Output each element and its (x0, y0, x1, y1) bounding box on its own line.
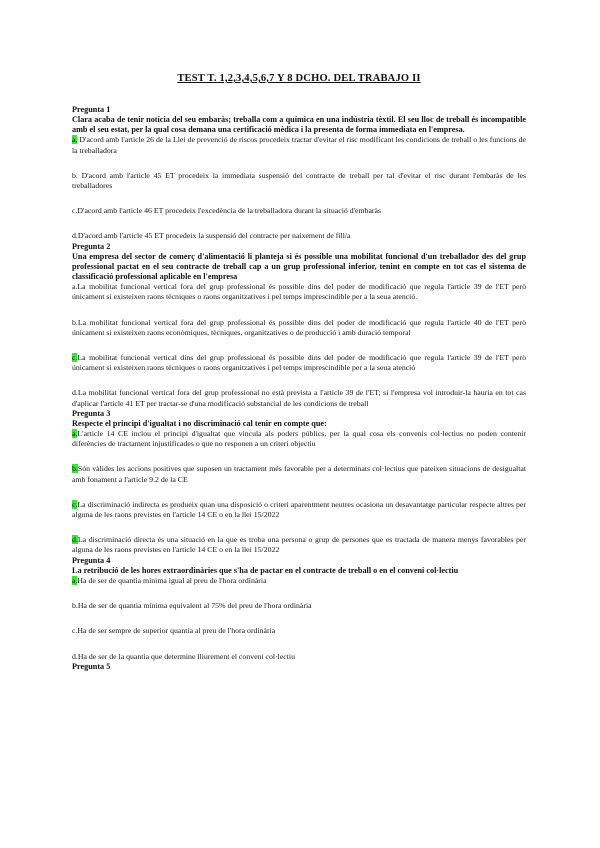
option-c (72, 500, 526, 520)
question-label: Pregunta 3 (72, 408, 111, 418)
option-text: La discriminació directa és una situació en la que es troba una persona o grup de persones que es tractada de manera menys favorables per alguna de les raons previstes en l'article 14 CE o en la llei 15/2022 (72, 535, 526, 555)
option-a (72, 429, 526, 449)
option-letter-highlighted: c. (72, 353, 78, 363)
option-b (72, 464, 526, 484)
question-text: La retribució de les hores extraordinàries que s'ha de pactar en el contracte de treball o en el conveni col·lectiu (72, 565, 459, 575)
option-text: D'acord amb l'article 45 ET procedeix la suspensió del contracte per naixement de fill/a (77, 231, 351, 241)
option-b (72, 601, 526, 611)
option-a (72, 576, 526, 586)
option-text: Ha de ser de la quantia que determine lliurement el conveni col·lectiu (77, 651, 295, 661)
option-letter-highlighted: c. (72, 499, 78, 509)
option-letter: a. (72, 282, 78, 292)
option-letter-highlighted: b. (72, 464, 78, 474)
option-b (72, 318, 526, 338)
option-text: Ha de ser de quantia mínima igual al preu de l'hora ordinària (77, 575, 267, 585)
document-page (72, 72, 526, 672)
question-2 (72, 242, 526, 409)
option-text: Ha de ser sempre de superior quantia al preu de l'hora ordinària (77, 626, 276, 636)
option-text: La mobilitat funcional vertical fora del grup professional és possible dins del poder de modificació que regula l'article 40 de l'ET però únicament si existeixen raons econòmiques, tècniques, organitzatives o de producció i amb duració temporal (72, 317, 526, 337)
question-text: Respecte el principi d'igualtat i no discriminació cal tenir en compte que: (72, 418, 327, 428)
option-c (72, 353, 526, 373)
option-text: Són vàlides les accions positives que suposen un tractament més favorable per a determinats col·lectius que pateixen situacions de desigualtat amb fonament a l'article 9.2 de la CE (72, 464, 526, 484)
option-text: D'acord amb l'article 46 ET procedeix l'excedència de la treballadora durant la situació d'embaràs (77, 206, 381, 216)
option-text: D'acord amb l'article 45 ET procedeix la immediata suspensió del contracte de treball per tal d'evitar el risc durant l'embaràs de les treballadores (72, 170, 526, 191)
option-text: L'article 14 CE inclou el principi d'igualtat que vincula als poders públics, per la qual cosa els convenis col·lectius no poden contenir diferències de tractament injustificades o que no responen a un criteri objectiu (72, 429, 526, 449)
question-label: Pregunta 5 (72, 661, 111, 671)
option-letter: b. (72, 601, 78, 611)
question-1 (72, 105, 526, 242)
option-letter: c. (72, 206, 78, 216)
option-letter-highlighted: a. (72, 135, 78, 145)
question-label: Pregunta 1 (72, 105, 111, 114)
question-5 (72, 662, 526, 672)
question-label: Pregunta 4 (72, 555, 111, 565)
option-b (72, 171, 526, 191)
question-text: Una empresa del sector de comerç d'alimentació li planteja si és possible una mobilitat funcional d'un treballador des del grup professional pactat en el seu contracte de treball cap a un grup professional inferior, tenint en compte en tot cas el sistema de classificació professional aplicable en l'empresa (72, 251, 526, 282)
question-3 (72, 409, 526, 556)
option-d (72, 535, 526, 555)
option-d (72, 231, 526, 241)
option-a (72, 135, 526, 155)
option-text: Ha de ser de quantia mínima equivalent al 75% del preu de l'hora ordinària (77, 601, 312, 611)
option-letter: d. (72, 651, 78, 661)
option-letter: b. (72, 317, 78, 327)
option-text: La mobilitat funcional vertical fora del grup professional no està prevista a l'article 39 de l'ET; si l'empresa vol introduir-la hauria en tot cas d'aplicar l'article 41 ET per tractar-se d'una modificació substancial de les condicions de treball (72, 388, 526, 408)
option-text: D'acord amb l'article 26 de la Llei de prevenció de riscos procedeix tractar d'evitar el risc modificant les condicions de treball o les funcions de la treballadora (72, 135, 526, 155)
option-text: La mobilitat funcional vertical fora del grup professional és possible dins del poder de modificació que regula l'article 39 de l'ET però únicament si existeixen raons tècniques o raons organitzatives i pel temps imprescindible per a la seua atenció. (72, 282, 526, 302)
question-text: Clara acaba de tenir notícia del seu embaràs; treballa com a química en una indústria tèxtil. El seu lloc de treball és incompatible amb el seu estat, per la qual cosa demana una certificació mèdica i la presenta de forma immediata en l'empresa. (72, 115, 526, 135)
option-letter: b. (72, 170, 78, 180)
option-letter-highlighted: d. (72, 535, 78, 545)
option-d (72, 388, 526, 408)
question-label: Pregunta 2 (72, 241, 111, 251)
option-text: La mobilitat funcional vertical dins del grup professional és possible dins del poder de modificació que regula l'article 39 de l'ET però únicament si existeixen raons tècniques o raons organitzatives i pel temps imprescindible per a la seua atenció (72, 353, 526, 373)
option-letter: d. (72, 388, 78, 398)
option-letter-highlighted: a. (72, 429, 78, 439)
option-c (72, 626, 526, 636)
document-title: TEST T. 1,2,3,4,5,6,7 Y 8 DCHO. DEL TRABAJO II (177, 73, 421, 84)
option-a (72, 282, 526, 302)
option-text: La discriminació indirecta es produeix quan una disposició o criteri aparentment neutres ocasiona un desavantatge particular respecte altres per alguna de les raons previstes en l'article 14 CE o en la llei 15/2022 (72, 499, 526, 520)
option-letter-highlighted: a. (72, 575, 78, 585)
option-letter: d. (72, 231, 78, 241)
option-c (72, 206, 526, 216)
option-letter: c. (72, 626, 78, 636)
option-d (72, 652, 526, 662)
question-4 (72, 556, 526, 662)
